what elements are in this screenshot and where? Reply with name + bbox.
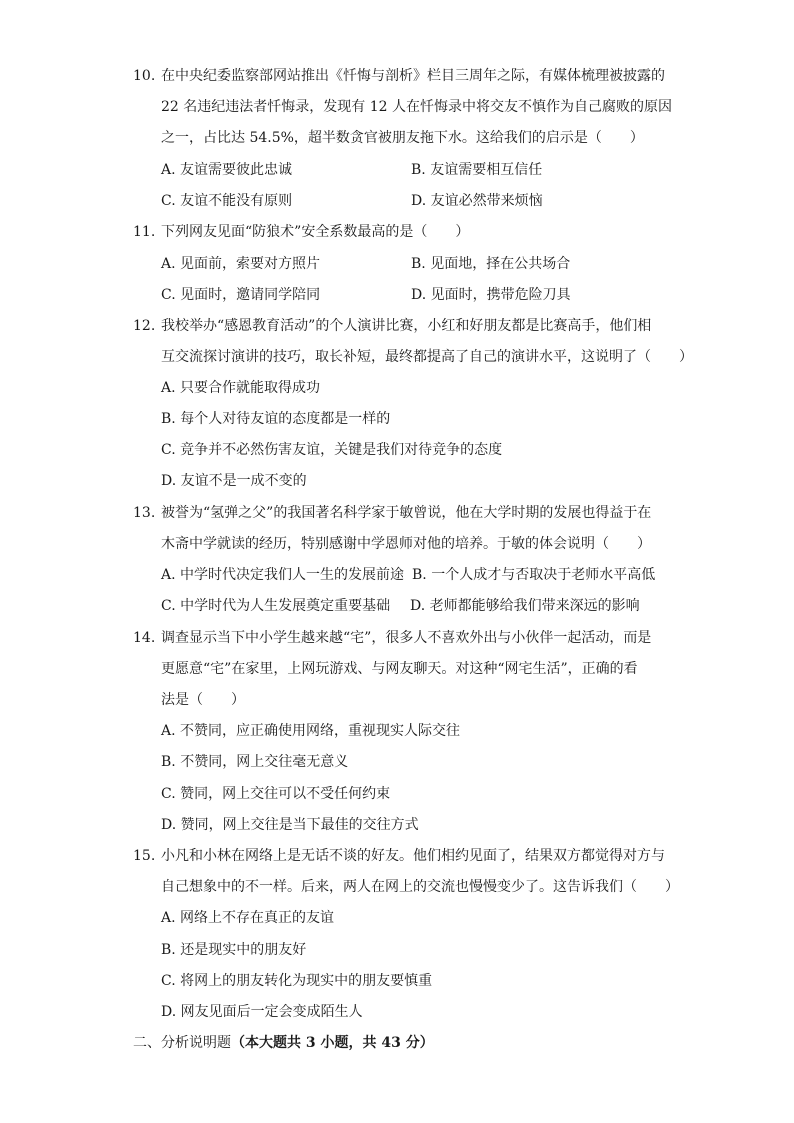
question-text-line: 之一，占比达 54.5%，超半数贪官被朋友拖下水。这给我们的启示是（ ） bbox=[161, 130, 644, 146]
option-b: B. 一个人成才与否取决于老师水平高低 bbox=[412, 567, 656, 583]
option-a: A. 见面前，索要对方照片 bbox=[161, 256, 321, 272]
question-text-line: 更愿意“宅”在家里，上网玩游戏、与网友聊天。对这种“网宅生活”，正确的看 bbox=[161, 661, 638, 677]
option-a: A. 只要合作就能取得成功 bbox=[161, 380, 321, 396]
section-heading bbox=[133, 1033, 434, 1053]
option-c: C. 中学时代为人生发展奠定重要基础 bbox=[161, 598, 391, 614]
question-number: 12. bbox=[133, 318, 156, 334]
option-c: C. 将网上的朋友转化为现实中的朋友要慎重 bbox=[161, 973, 433, 989]
question-text-line: 法是（ ） bbox=[161, 692, 245, 708]
question-text-line: 在中央纪委监察部网站推出《忏悔与剖析》栏目三周年之际，有媒体梳理被披露的 bbox=[161, 68, 665, 84]
option-b: B. 每个人对待友谊的态度都是一样的 bbox=[161, 411, 391, 427]
option-d: D. 友谊不是一成不变的 bbox=[161, 473, 307, 489]
question-text-line: 我校举办“感恩教育活动”的个人演讲比赛，小红和好朋友都是比赛高手，他们相 bbox=[161, 318, 652, 334]
option-d: D. 友谊必然带来烦恼 bbox=[411, 193, 543, 209]
option-a: A. 网络上不存在真正的友谊 bbox=[161, 910, 335, 926]
option-d: D. 老师都能够给我们带来深远的影响 bbox=[410, 598, 640, 614]
option-b: B. 不赞同，网上交往毫无意义 bbox=[161, 754, 349, 770]
option-c: C. 友谊不能没有原则 bbox=[161, 193, 293, 209]
option-d: D. 见面时，携带危险刀具 bbox=[411, 287, 571, 303]
question-text-line: 木斋中学就读的经历，特别感谢中学恩师对他的培养。于敏的体会说明（ ） bbox=[161, 536, 651, 552]
question-text-line: 调查显示当下中小学生越来越“宅”，很多人不喜欢外出与小伙伴一起活动，而是 bbox=[161, 630, 652, 646]
question-text-line: 下列网友见面“防狼术”安全系数最高的是（ ） bbox=[161, 224, 470, 240]
option-d: D. 网友见面后一定会变成陌生人 bbox=[161, 1004, 363, 1020]
section-detail: （本大题共 3 小题，共 43 分） bbox=[231, 1035, 434, 1051]
option-d: D. 赞同，网上交往是当下最佳的交往方式 bbox=[161, 817, 419, 833]
option-a: A. 不赞同，应正确使用网络，重视现实人际交往 bbox=[161, 723, 461, 739]
option-c: C. 见面时，邀请同学陪同 bbox=[161, 287, 321, 303]
section-label: 二、分析说明题 bbox=[133, 1035, 231, 1051]
question-number: 13. bbox=[133, 505, 156, 521]
option-b: B. 还是现实中的朋友好 bbox=[161, 942, 307, 958]
question-text-line: 小凡和小林在网络上是无话不谈的好友。他们相约见面了，结果双方都觉得对方与 bbox=[161, 848, 665, 864]
question-text-line: 22 名违纪违法者忏悔录，发现有 12 人在忏悔录中将交友不慎作为自己腐败的原因 bbox=[161, 99, 672, 115]
option-c: C. 赞同，网上交往可以不受任何约束 bbox=[161, 786, 391, 802]
option-b: B. 友谊需要相互信任 bbox=[411, 162, 543, 178]
question-number: 11. bbox=[133, 224, 156, 240]
question-number: 14. bbox=[133, 630, 156, 646]
option-a: A. 中学时代决定我们人一生的发展前途 bbox=[161, 567, 405, 583]
question-text-line: 自己想象中的不一样。后来，两人在网上的交流也慢慢变少了。这告诉我们（ ） bbox=[161, 879, 679, 895]
question-text-line: 互交流探讨演讲的技巧，取长补短，最终都提高了自己的演讲水平，这说明了（ ） bbox=[161, 349, 693, 365]
option-b: B. 见面地，择在公共场合 bbox=[411, 256, 571, 272]
option-c: C. 竞争并不必然伤害友谊，关键是我们对待竞争的态度 bbox=[161, 442, 503, 458]
option-a: A. 友谊需要彼此忠诚 bbox=[161, 162, 293, 178]
question-number: 15. bbox=[133, 848, 156, 864]
question-number: 10. bbox=[133, 68, 156, 84]
question-text-line: 被誉为“氢弹之父”的我国著名科学家于敏曾说，他在大学时期的发展也得益于在 bbox=[161, 505, 652, 521]
